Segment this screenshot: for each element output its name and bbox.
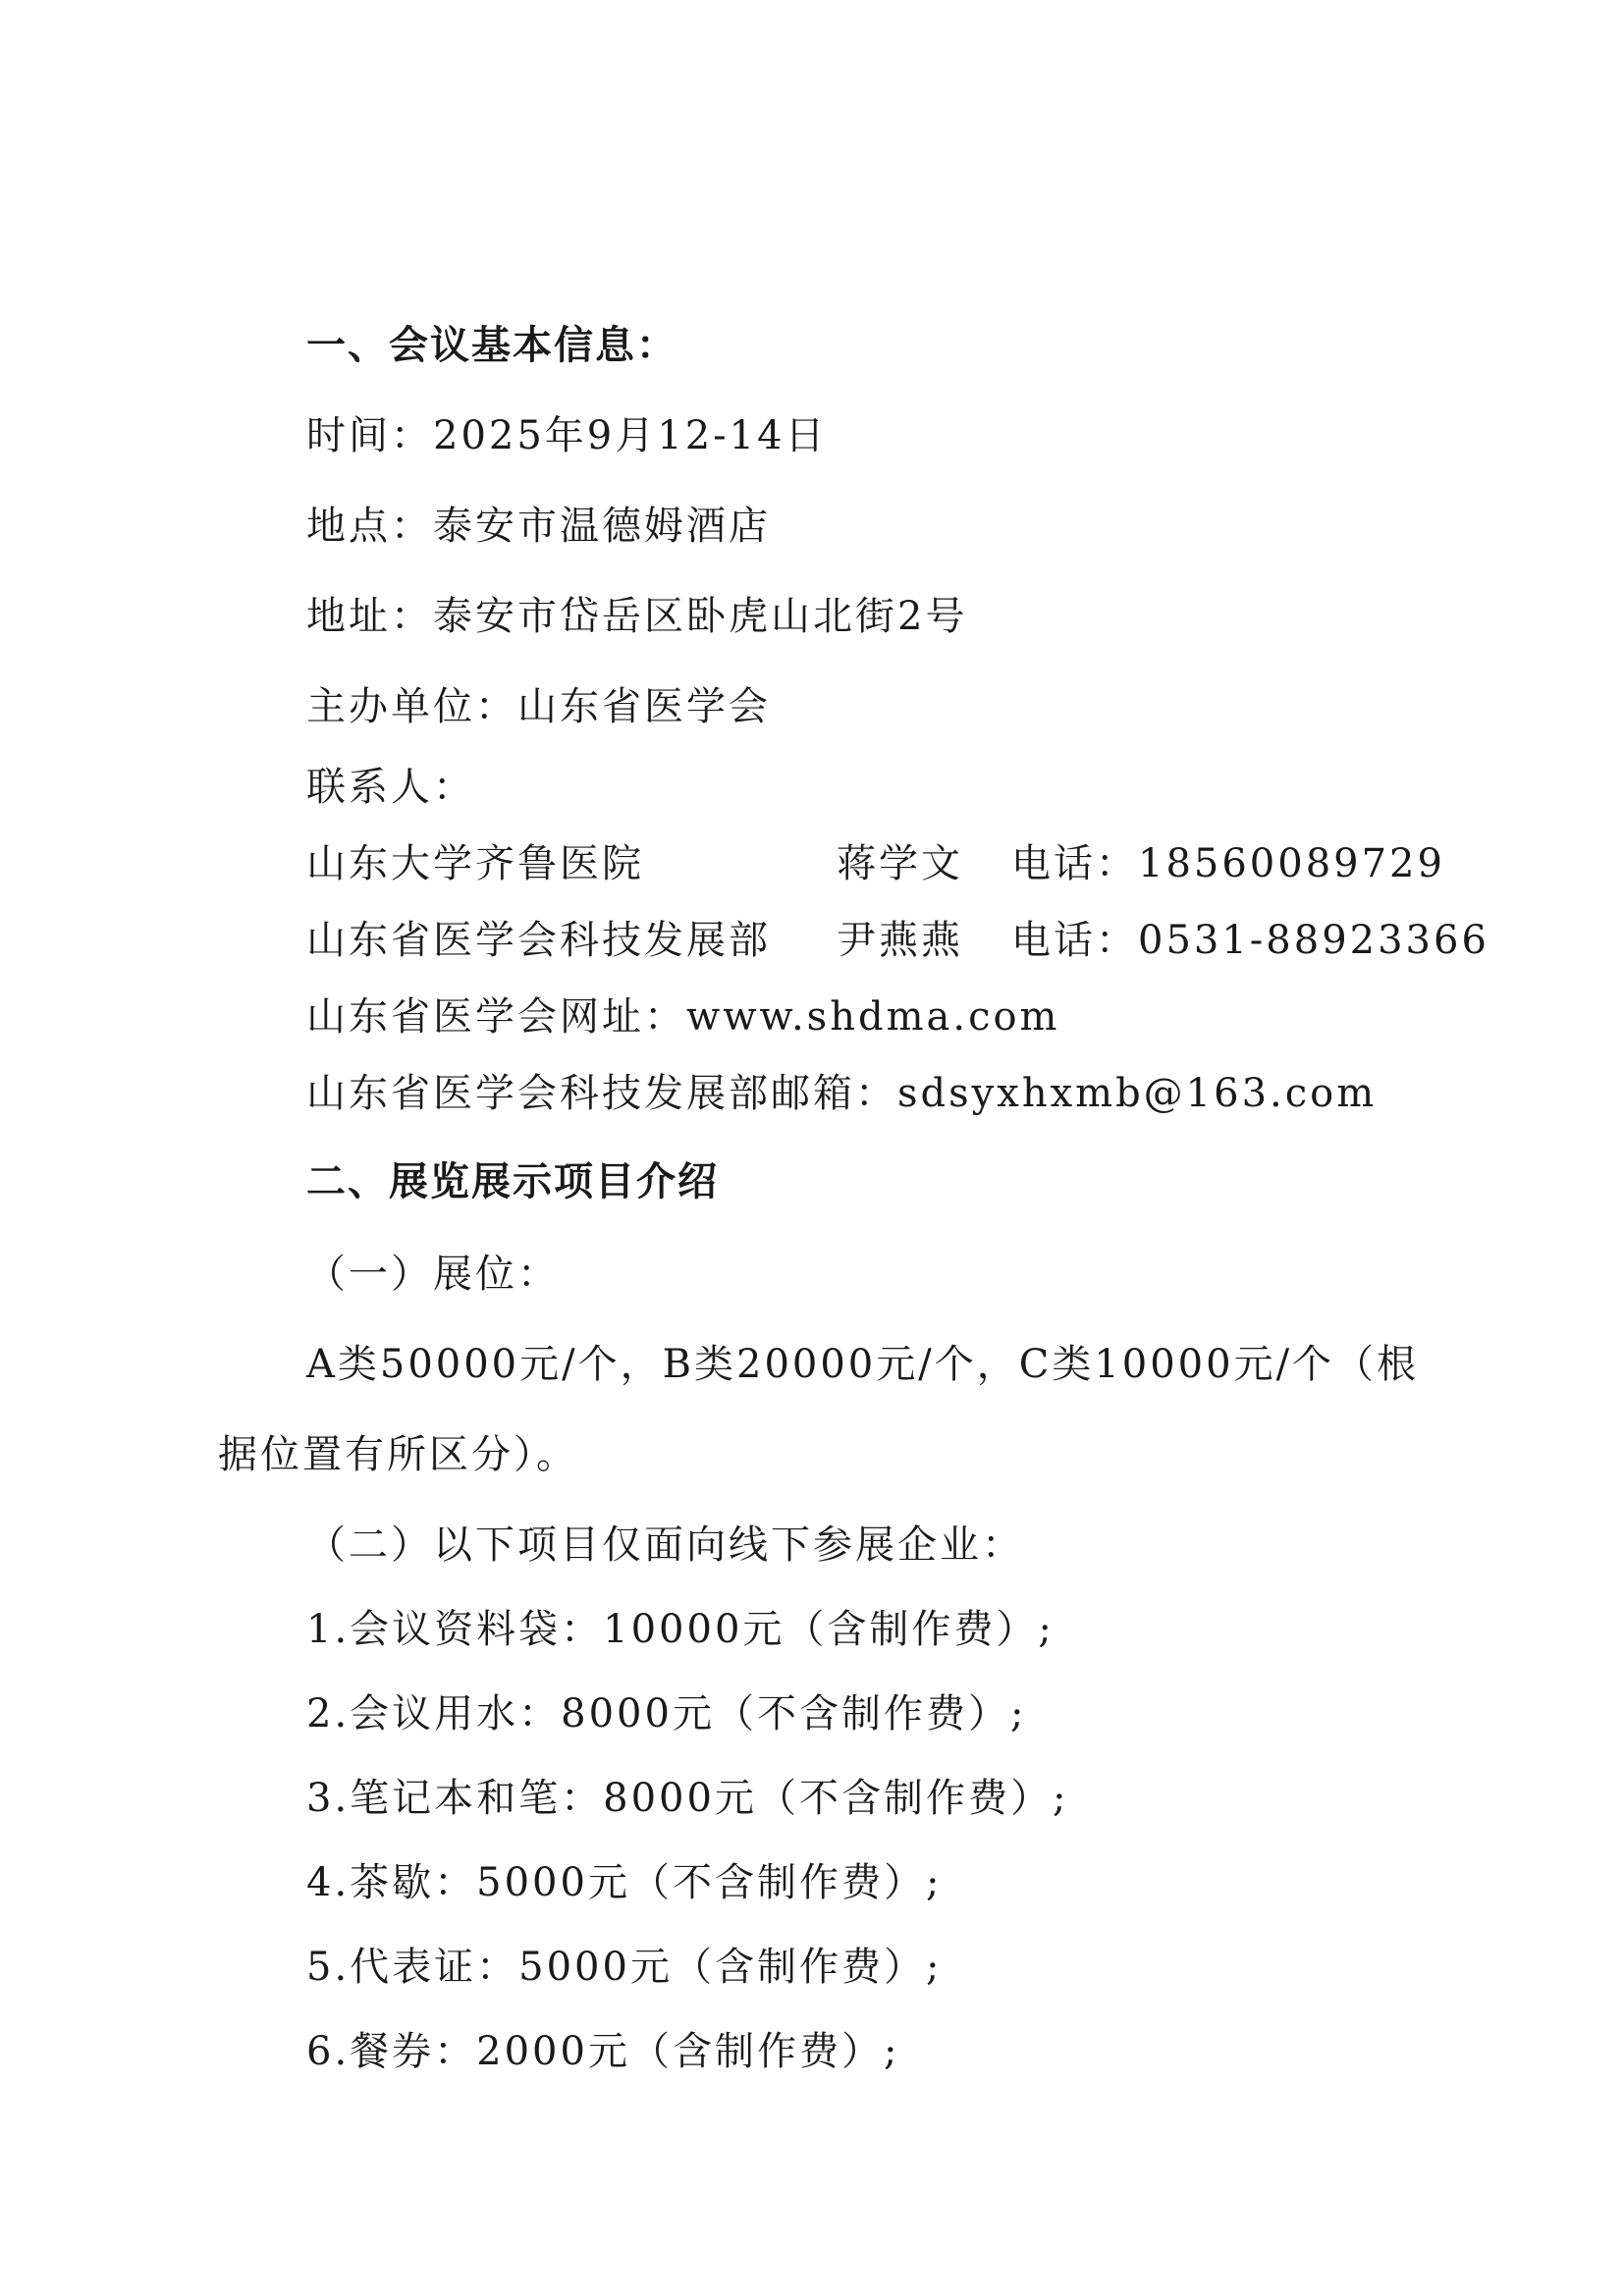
contact-org: 山东大学齐鲁医院 [306, 841, 644, 886]
list-item: 1.会议资料袋：10000元（含制作费）; [306, 1607, 1055, 1652]
meeting-address: 地址：泰安市岱岳区卧虎山北街2号 [306, 594, 968, 639]
meeting-venue: 地点：泰安市温德姆酒店 [306, 504, 771, 549]
list-item: 3.笔记本和笔：8000元（不含制作费）; [306, 1776, 1069, 1821]
contacts-label: 联系人： [306, 765, 475, 810]
list-item: 2.会议用水：8000元（不含制作费）; [306, 1691, 1027, 1736]
booth-label: （一）展位： [306, 1252, 560, 1297]
contact-phone: 电话：0531-88923366 [1011, 918, 1489, 963]
list-item: 6.餐券：2000元（含制作费）; [306, 2029, 900, 2074]
items-label: （二）以下项目仅面向线下参展企业： [306, 1522, 1024, 1568]
meeting-organizer: 主办单位：山东省医学会 [306, 684, 771, 729]
booth-price-line2: 据位置有所区分）。 [218, 1432, 578, 1477]
section-heading-basic-info: 一、会议基本信息： [306, 323, 677, 368]
list-item: 4.茶歇：5000元（不含制作费）; [306, 1860, 943, 1905]
meeting-time: 时间：2025年9月12-14日 [306, 413, 828, 458]
contact-name: 尹燕燕 [837, 918, 963, 963]
booth-price-line1: A类50000元/个，B类20000元/个，C类10000元/个（根 [306, 1342, 1420, 1387]
list-item: 5.代表证：5000元（含制作费）; [306, 1945, 943, 1990]
section-heading-exhibition: 二、展览展示项目介绍 [306, 1159, 719, 1204]
website-line: 山东省医学会网址：www.shdma.com [306, 994, 1060, 1040]
contact-phone: 电话：18560089729 [1011, 841, 1445, 886]
contact-name: 蒋学文 [837, 841, 963, 886]
contact-org: 山东省医学会科技发展部 [306, 918, 771, 963]
email-line: 山东省医学会科技发展部邮箱：sdsyxhxmb@163.com [306, 1071, 1378, 1116]
